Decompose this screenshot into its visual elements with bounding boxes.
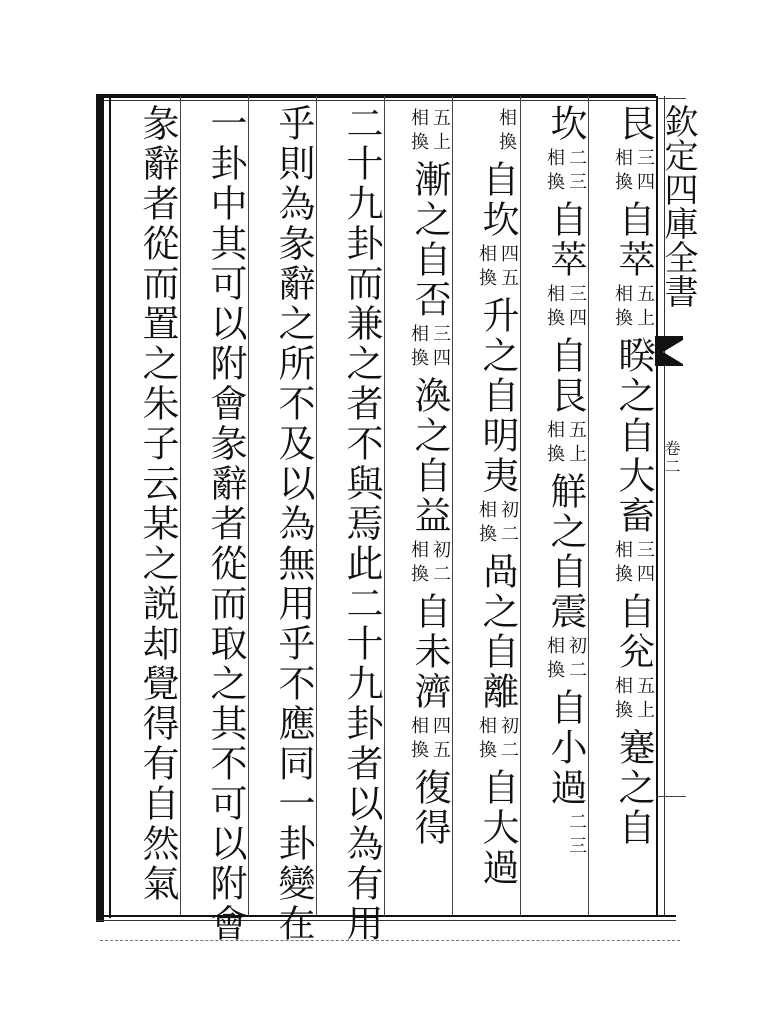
- frame-left-rule-inner: [109, 96, 111, 918]
- note-left-line: 相換: [408, 324, 429, 372]
- main-text: 乎則為彖辭之所不及以為無用乎不應同一卦變在: [272, 104, 315, 944]
- note-right-line: 二三: [566, 148, 587, 196]
- interlinear-note: [544, 284, 586, 332]
- interlinear-note: [408, 716, 450, 764]
- note-right-line: 三四: [634, 540, 655, 588]
- main-text: 睽之自大畜: [612, 336, 655, 536]
- note-right-line: 五上: [634, 676, 655, 724]
- note-left-line: 相換: [408, 716, 429, 764]
- text-column: [190, 104, 247, 944]
- interlinear-note: [544, 420, 586, 468]
- main-text: 自大過: [476, 768, 519, 888]
- note-right-line: 五上: [566, 420, 587, 468]
- main-text: 觧之自震: [544, 472, 587, 632]
- interlinear-note: [612, 676, 654, 724]
- interlinear-note: [544, 636, 586, 684]
- text-column: [530, 104, 586, 914]
- frame-left-rule: [96, 96, 104, 922]
- text-column: [122, 104, 178, 914]
- note-left-line: 相換: [612, 676, 633, 724]
- note-right-line: 四五: [498, 244, 519, 292]
- note-left-line: 相換: [496, 108, 517, 156]
- note-left-line: 相換: [612, 284, 633, 332]
- main-text: 彖辭者從而置之朱子云某之説却覺得有自然氣: [136, 104, 179, 904]
- main-text: 坎: [544, 104, 587, 144]
- column-rule: [180, 96, 181, 916]
- fishtail-mark-icon: [655, 336, 683, 366]
- note-right-line: 三四: [634, 148, 655, 196]
- interlinear-note: [564, 812, 586, 860]
- interlinear-note: [476, 500, 518, 548]
- note-right-line: 初二: [498, 716, 519, 764]
- interlinear-note: [496, 108, 518, 156]
- main-text: 二十九卦而兼之者不與焉此二十九卦者以為有用: [340, 104, 383, 944]
- note-right-line: 五上: [634, 284, 655, 332]
- main-text: 自萃: [544, 200, 587, 280]
- note-right-line: 初二: [430, 540, 451, 588]
- interlinear-note: [612, 284, 654, 332]
- main-text: 自萃: [612, 200, 655, 280]
- margin-tick: [656, 796, 686, 797]
- main-text: 艮: [612, 104, 655, 144]
- note-right-line: 五上: [430, 108, 451, 156]
- column-rule: [588, 96, 589, 916]
- interlinear-note: [408, 108, 450, 156]
- main-text: 渙之自益: [408, 376, 451, 536]
- main-text: 漸之自否: [408, 160, 451, 320]
- margin-tick: [656, 98, 686, 99]
- interlinear-note: [544, 148, 586, 196]
- note-left-line: 相換: [476, 244, 497, 292]
- interlinear-note: [408, 540, 450, 588]
- interlinear-note: [612, 540, 654, 588]
- note-left-line: 相換: [408, 108, 429, 156]
- column-rule: [452, 96, 453, 916]
- note-left-line: 相換: [476, 500, 497, 548]
- bottom-dashed-line: [100, 940, 680, 942]
- note-left-line: 相換: [544, 420, 565, 468]
- text-column: [326, 104, 383, 944]
- text-column: [258, 104, 315, 944]
- main-text: 一卦中其可以附會彖辭者從而取之其不可以附會: [204, 104, 247, 944]
- column-rule: [316, 96, 317, 916]
- note-left-line: 相換: [476, 716, 497, 764]
- note-right-line: 初二: [566, 636, 587, 684]
- note-left-line: 相換: [544, 636, 565, 684]
- frame-bottom-rule: [96, 915, 676, 917]
- note-right-line: 三四: [430, 324, 451, 372]
- note-right-line: 初二: [498, 500, 519, 548]
- interlinear-note: [476, 716, 518, 764]
- interlinear-note: [408, 324, 450, 372]
- note-left-line: 相換: [612, 148, 633, 196]
- column-rule: [384, 96, 385, 916]
- note-right-line: 三四: [566, 284, 587, 332]
- note-left-line: 相換: [544, 284, 565, 332]
- text-column: [462, 104, 518, 914]
- book-title: 欽定四庫全書: [658, 104, 698, 308]
- column-rule: [248, 96, 249, 916]
- main-text: 自未濟: [408, 592, 451, 712]
- main-text: 咼之自離: [476, 552, 519, 712]
- main-text: 自小過: [544, 688, 587, 808]
- note-left-line: 相換: [612, 540, 633, 588]
- note-left-line: 相換: [408, 540, 429, 588]
- main-text: 升之自明夷: [476, 296, 519, 496]
- main-text: 自艮: [544, 336, 587, 416]
- interlinear-note: [612, 148, 654, 196]
- note-right-line: 二三: [566, 812, 587, 860]
- note-left-line: 相換: [544, 148, 565, 196]
- column-rule: [520, 96, 521, 916]
- note-right-line: 四五: [430, 716, 451, 764]
- text-column: [394, 104, 450, 914]
- frame-bottom-rule-inner: [96, 920, 676, 921]
- text-column: [598, 104, 654, 914]
- volume-label: 卷二: [662, 440, 681, 476]
- main-text: 自兊: [612, 592, 655, 672]
- main-text: 復得: [408, 768, 451, 848]
- interlinear-note: [476, 244, 518, 292]
- main-text: 蹇之自: [612, 728, 655, 848]
- main-text: 自坎: [476, 160, 519, 240]
